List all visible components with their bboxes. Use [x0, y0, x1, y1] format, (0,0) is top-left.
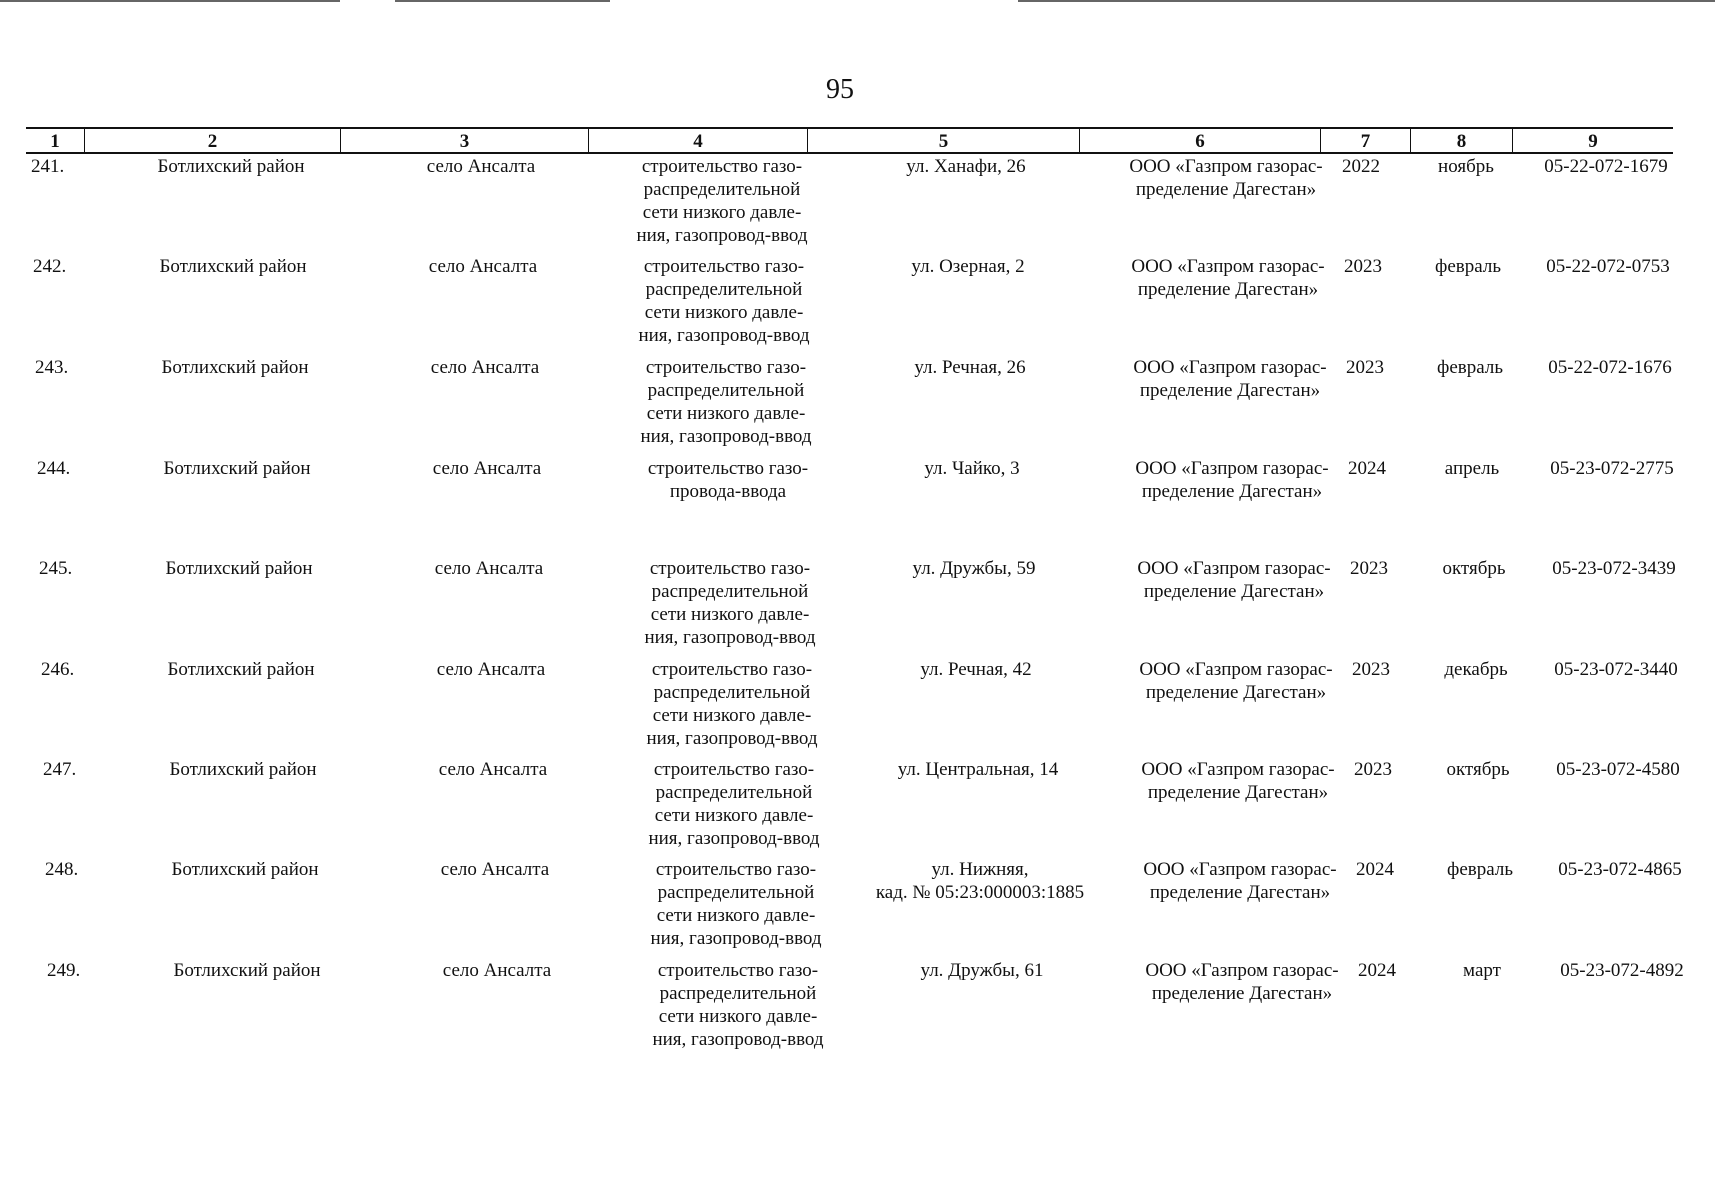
work-type-cell	[600, 356, 852, 448]
district-cell: Ботлихский район	[173, 960, 321, 981]
work-type-cell	[602, 457, 854, 503]
column-header-4: 4	[588, 127, 807, 154]
table-row	[32, 457, 1692, 557]
table-row	[26, 155, 1686, 255]
work-type-cell-line: распределительной	[651, 581, 809, 602]
header-bottom-border	[26, 152, 1673, 154]
work-type-cell	[612, 959, 864, 1051]
row-number: 241.	[31, 156, 65, 177]
work-type-cell-line: ния, газопровод-ввод	[644, 627, 816, 648]
month-cell: март	[1463, 960, 1501, 981]
address-cell-line: ул. Ханафи, 26	[906, 156, 1026, 177]
month-cell: февраль	[1435, 256, 1501, 277]
organization-cell-line: пределение Дагестан»	[1141, 481, 1323, 502]
district-cell: Ботлихский район	[167, 659, 315, 680]
district-cell: Ботлихский район	[171, 859, 319, 880]
organization-cell-line: ООО «Газпром газорас-	[1131, 256, 1325, 277]
top-edge-line	[395, 0, 610, 2]
year-cell: 2023	[1350, 558, 1388, 579]
address-cell-line: ул. Центральная, 14	[897, 759, 1059, 780]
work-type-cell-line: сети низкого давле-	[650, 604, 810, 625]
column-header-5: 5	[807, 127, 1079, 154]
work-type-cell-line: строительство газо-	[645, 357, 807, 378]
code-cell: 05-23-072-4892	[1560, 960, 1684, 981]
organization-cell-line: ООО «Газпром газорас-	[1135, 458, 1329, 479]
work-type-cell-line: провода-ввода	[669, 481, 787, 502]
district-cell: Ботлихский район	[161, 357, 309, 378]
row-number: 245.	[39, 558, 73, 579]
code-cell: 05-23-072-2775	[1550, 458, 1674, 479]
table-row	[42, 959, 1702, 1059]
organization-cell-line: ООО «Газпром газорас-	[1137, 558, 1331, 579]
year-cell: 2023	[1354, 759, 1392, 780]
year-cell: 2023	[1346, 357, 1384, 378]
work-type-cell	[608, 758, 860, 850]
district-cell: Ботлихский район	[165, 558, 313, 579]
locality-cell: село Ансалта	[434, 558, 544, 579]
address-cell	[840, 858, 1120, 904]
work-type-cell-line: сети низкого давле-	[646, 403, 806, 424]
work-type-cell-line: ния, газопровод-ввод	[636, 225, 808, 246]
work-type-cell-line: распределительной	[659, 983, 817, 1004]
work-type-cell-line: распределительной	[645, 279, 803, 300]
year-cell: 2024	[1356, 859, 1394, 880]
work-type-cell-line: сети низкого давле-	[658, 1006, 818, 1027]
address-cell-line: ул. Нижняя,	[931, 859, 1029, 880]
work-type-cell-line: ния, газопровод-ввод	[648, 828, 820, 849]
organization-cell-line: ООО «Газпром газорас-	[1143, 859, 1337, 880]
work-type-cell	[610, 858, 862, 950]
work-type-cell-line: сети низкого давле-	[656, 905, 816, 926]
district-cell: Ботлихский район	[157, 156, 305, 177]
code-cell: 05-22-072-0753	[1546, 256, 1670, 277]
table-row	[34, 557, 1694, 657]
year-cell: 2023	[1352, 659, 1390, 680]
year-cell: 2022	[1342, 156, 1380, 177]
row-number: 243.	[35, 357, 69, 378]
organization-cell-line: пределение Дагестан»	[1139, 380, 1321, 401]
work-type-cell-line: строительство газо-	[655, 859, 817, 880]
column-header-3: 3	[340, 127, 588, 154]
table-row	[38, 758, 1698, 858]
address-cell-line: ул. Речная, 26	[914, 357, 1026, 378]
work-type-cell	[596, 155, 848, 247]
row-number: 248.	[45, 859, 79, 880]
code-cell: 05-23-072-3439	[1552, 558, 1676, 579]
column-header-9: 9	[1512, 127, 1673, 154]
table-row	[40, 858, 1700, 958]
row-number: 242.	[33, 256, 67, 277]
locality-cell: село Ансалта	[438, 759, 548, 780]
locality-cell: село Ансалта	[442, 960, 552, 981]
table-row	[36, 658, 1696, 758]
address-cell-line: ул. Дружбы, 61	[920, 960, 1044, 981]
table-header	[26, 127, 1673, 154]
row-number: 246.	[41, 659, 75, 680]
address-cell	[826, 155, 1106, 178]
locality-cell: село Ансалта	[430, 357, 540, 378]
table-row	[28, 255, 1688, 355]
organization-cell-line: ООО «Газпром газорас-	[1145, 960, 1339, 981]
column-header-8: 8	[1410, 127, 1512, 154]
address-cell-line: ул. Речная, 42	[920, 659, 1032, 680]
district-cell: Ботлихский район	[163, 458, 311, 479]
organization-cell-line: ООО «Газпром газорас-	[1141, 759, 1335, 780]
organization-cell-line: пределение Дагестан»	[1143, 581, 1325, 602]
address-cell-line: ул. Чайко, 3	[924, 458, 1020, 479]
address-cell	[834, 557, 1114, 580]
locality-cell: село Ансалта	[432, 458, 542, 479]
work-type-cell	[604, 557, 856, 649]
work-type-cell-line: строительство газо-	[649, 558, 811, 579]
organization-cell-line: ООО «Газпром газорас-	[1133, 357, 1327, 378]
address-cell-line: ул. Дружбы, 59	[912, 558, 1036, 579]
work-type-cell-line: сети низкого давле-	[654, 805, 814, 826]
district-cell: Ботлихский район	[159, 256, 307, 277]
month-cell: февраль	[1447, 859, 1513, 880]
organization-cell-line: пределение Дагестан»	[1151, 983, 1333, 1004]
work-type-cell-line: сети низкого давле-	[644, 302, 804, 323]
work-type-cell-line: строительство газо-	[643, 256, 805, 277]
address-cell-line: ул. Озерная, 2	[911, 256, 1025, 277]
column-header-2: 2	[84, 127, 340, 154]
work-type-cell-line: ния, газопровод-ввод	[646, 728, 818, 749]
code-cell: 05-23-072-4865	[1558, 859, 1682, 880]
locality-cell: село Ансалта	[428, 256, 538, 277]
work-type-cell-line: распределительной	[655, 782, 813, 803]
code-cell: 05-23-072-3440	[1554, 659, 1678, 680]
work-type-cell-line: ния, газопровод-ввод	[638, 325, 810, 346]
address-cell-line: кад. № 05:23:000003:1885	[875, 882, 1085, 903]
work-type-cell-line: сети низкого давле-	[652, 705, 812, 726]
address-cell	[830, 356, 1110, 379]
code-cell: 05-22-072-1679	[1544, 156, 1668, 177]
work-type-cell-line: сети низкого давле-	[642, 202, 802, 223]
work-type-cell-line: распределительной	[647, 380, 805, 401]
organization-cell-line: пределение Дагестан»	[1147, 782, 1329, 803]
work-type-cell-line: ния, газопровод-ввод	[640, 426, 812, 447]
work-type-cell-line: строительство газо-	[657, 960, 819, 981]
work-type-cell-line: строительство газо-	[651, 659, 813, 680]
address-cell	[832, 457, 1112, 480]
work-type-cell-line: распределительной	[653, 682, 811, 703]
work-type-cell	[598, 255, 850, 347]
row-number: 244.	[37, 458, 71, 479]
month-cell: октябрь	[1446, 759, 1510, 780]
month-cell: октябрь	[1442, 558, 1506, 579]
column-header-6: 6	[1079, 127, 1320, 154]
top-edge-line	[0, 0, 340, 2]
address-cell	[836, 658, 1116, 681]
work-type-cell-line: строительство газо-	[653, 759, 815, 780]
year-cell: 2024	[1348, 458, 1386, 479]
top-edge-line	[1018, 0, 1715, 2]
column-header-1: 1	[50, 131, 60, 152]
month-cell: февраль	[1437, 357, 1503, 378]
locality-cell: село Ансалта	[436, 659, 546, 680]
locality-cell: село Ансалта	[426, 156, 536, 177]
table-row	[30, 356, 1690, 456]
district-cell: Ботлихский район	[169, 759, 317, 780]
month-cell: декабрь	[1444, 659, 1508, 680]
organization-cell-line: пределение Дагестан»	[1135, 179, 1317, 200]
year-cell: 2024	[1358, 960, 1396, 981]
code-cell: 05-23-072-4580	[1556, 759, 1680, 780]
month-cell: апрель	[1444, 458, 1500, 479]
work-type-cell-line: строительство газо-	[647, 458, 809, 479]
address-cell	[838, 758, 1118, 781]
address-cell	[828, 255, 1108, 278]
locality-cell: село Ансалта	[440, 859, 550, 880]
work-type-cell-line: строительство газо-	[641, 156, 803, 177]
address-cell	[842, 959, 1122, 982]
work-type-cell	[606, 658, 858, 750]
organization-cell-line: пределение Дагестан»	[1149, 882, 1331, 903]
row-number: 249.	[47, 960, 81, 981]
work-type-cell-line: распределительной	[643, 179, 801, 200]
month-cell: ноябрь	[1438, 156, 1494, 177]
organization-cell-line: пределение Дагестан»	[1145, 682, 1327, 703]
organization-cell-line: ООО «Газпром газорас-	[1129, 156, 1323, 177]
code-cell: 05-22-072-1676	[1548, 357, 1672, 378]
organization-cell-line: ООО «Газпром газорас-	[1139, 659, 1333, 680]
page-number: 95	[826, 74, 854, 105]
work-type-cell-line: распределительной	[657, 882, 815, 903]
work-type-cell-line: ния, газопровод-ввод	[650, 928, 822, 949]
year-cell: 2023	[1344, 256, 1382, 277]
work-type-cell-line: ния, газопровод-ввод	[652, 1029, 824, 1050]
organization-cell-line: пределение Дагестан»	[1137, 279, 1319, 300]
column-header-7: 7	[1320, 127, 1410, 154]
row-number: 247.	[43, 759, 77, 780]
